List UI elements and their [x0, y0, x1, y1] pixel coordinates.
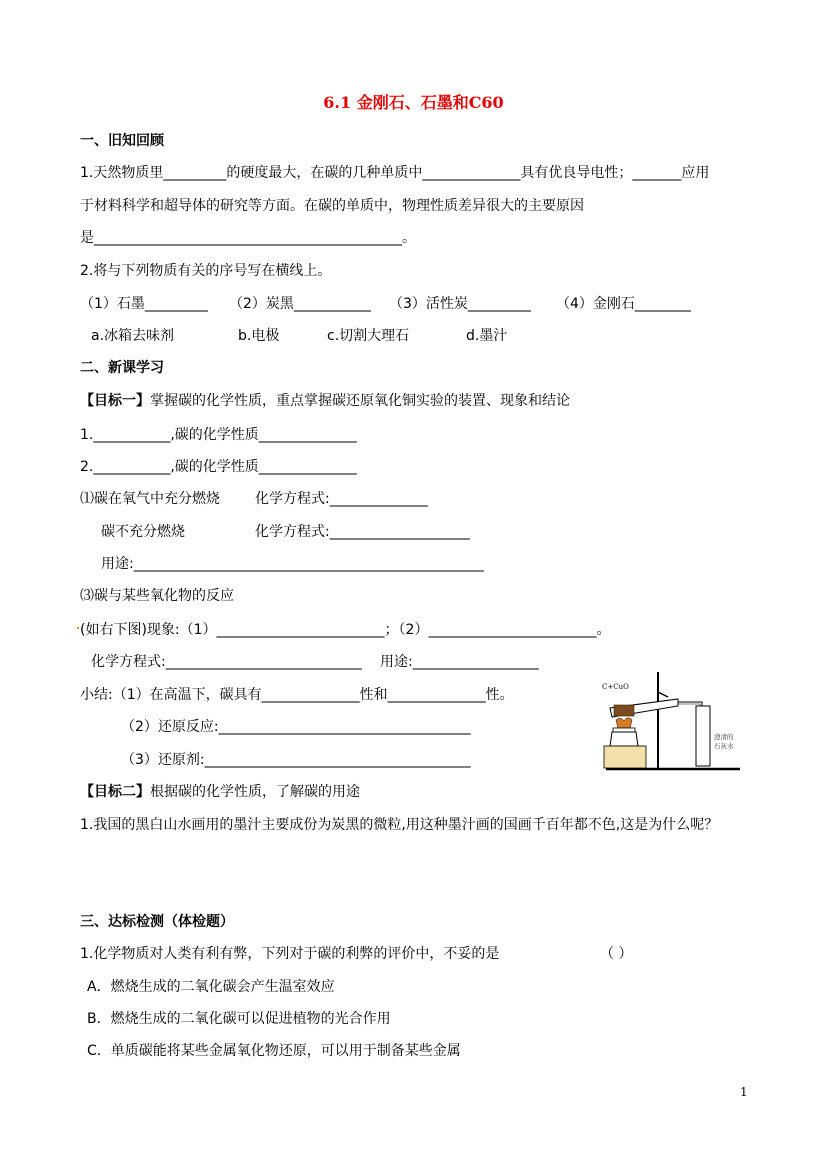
- summary-3: （3）还原剂:______________________________________: [121, 752, 471, 768]
- goal-1-tag: 【目标一】: [80, 393, 150, 409]
- use-line: 用途:__________________________________________________: [101, 556, 484, 572]
- use-d: d.墨汁: [466, 328, 508, 344]
- stray-dot: [77, 627, 79, 629]
- q1-line-3: 是____________________________________________。: [80, 230, 416, 246]
- use-3: 用途:__________________: [380, 654, 539, 670]
- use-b: b.电极: [238, 328, 280, 344]
- goal-1: [80, 391, 570, 411]
- check-q1: 1.化学物质对人类有利有弊，下列对于碳的利弊的评价中，不妥的是: [80, 946, 500, 962]
- limewater-label-1: 澄清的: [714, 733, 734, 741]
- choice-b: B．燃烧生成的二氧化碳可以促进植物的光合作用: [87, 1011, 391, 1027]
- copper-oxide: [614, 705, 634, 716]
- goal-2-tag: 【目标二】: [80, 784, 150, 800]
- equation-2: 化学方程式:____________________: [255, 524, 470, 540]
- equation-1: 化学方程式:______________: [255, 491, 428, 507]
- oxide-reaction: ⑶碳与某些氧化物的反应: [80, 588, 234, 604]
- section-2-heading: 二、新课学习: [80, 360, 164, 376]
- q1-line-2: 于材料科学和超导体的研究等方面。在碳的单质中，物理性质差异很大的主要原因: [80, 198, 584, 214]
- page-title: 6.1 金刚石、石墨和C60: [323, 93, 504, 112]
- option-2: （2）炭黑___________: [229, 296, 371, 312]
- flame-icon: [616, 718, 632, 728]
- burn-partial: 碳不充分燃烧: [101, 524, 185, 540]
- section-1-heading: 一、旧知回顾: [80, 133, 164, 149]
- alcohol-lamp: [610, 732, 638, 746]
- option-3: （3）活性炭_________: [389, 296, 531, 312]
- ink-question: 1.我国的黑白山水画用的墨汁主要成份为炭黑的微粒,用这种墨汁画的国画千百年都不色,这是为什么呢？: [80, 817, 719, 833]
- summary-2: （2）还原反应:____________________________________: [121, 719, 471, 735]
- goal-1-text: 掌握碳的化学性质，重点掌握碳还原氧化铜实验的装置、现象和结论: [150, 393, 570, 409]
- summary-1: 小结:（1）在高温下，碳具有______________性和______________性。: [80, 687, 514, 703]
- property-line-2: 2.___________,碳的化学性质______________: [80, 459, 357, 475]
- q1-line-1: 1.天然物质里_________的硬度最大，在碳的几种单质中______________具有优良导电性；_______应用: [80, 165, 710, 181]
- lamp-cap: [613, 728, 635, 732]
- clamp: [658, 692, 668, 697]
- choice-a: A．燃烧生成的二氧化碳会产生温室效应: [87, 979, 335, 995]
- phenomenon-line: (如右下图)现象:（1）________________________；（2）________________________。: [80, 622, 611, 638]
- apparatus-figure: [590, 668, 750, 774]
- property-line-1: 1.___________,碳的化学性质______________: [80, 427, 357, 443]
- goal-2: [80, 782, 360, 802]
- choice-c: C．单质碳能将某些金属氧化物还原，可以用于制备某些金属: [87, 1043, 461, 1059]
- limewater-tube: [696, 706, 710, 766]
- use-c: c.切割大理石: [327, 328, 410, 344]
- section-3-heading: 三、达标检测（体检题）: [80, 914, 234, 930]
- limewater-label-2: 石灰水: [714, 742, 734, 750]
- tube-label: C+CuO: [602, 683, 629, 691]
- wood-block: [604, 746, 646, 768]
- goal-2-text: 根据碳的化学性质，了解碳的用途: [150, 784, 360, 800]
- page-number: 1: [740, 1085, 748, 1099]
- option-1: （1）石墨_________: [80, 296, 208, 312]
- burn-full: ⑴碳在氧气中充分燃烧: [80, 491, 220, 507]
- answer-paren: （ ）: [600, 946, 633, 962]
- equation-3: 化学方程式:____________________________: [91, 654, 362, 670]
- use-a: a.冰箱去味剂: [91, 328, 175, 344]
- q2-text: 2.将与下列物质有关的序号写在横线上。: [80, 263, 332, 279]
- option-4: （4）金刚石________: [556, 296, 691, 312]
